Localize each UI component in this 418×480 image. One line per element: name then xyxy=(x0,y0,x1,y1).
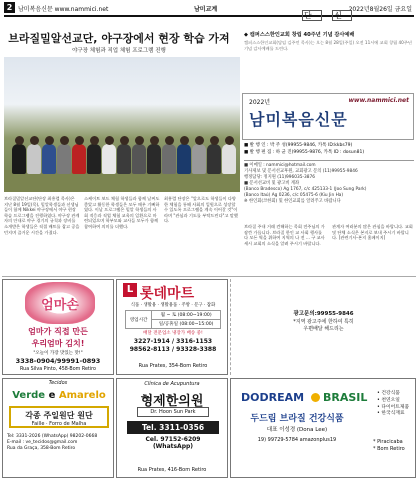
hs-doctor: Dr. Hoon Sun Park xyxy=(137,407,209,417)
article-column-1: 브라질밀알선교단(단장 최흥렬 목사)은 지난 8월 19일(목), 밀알학생들과 선생님들이 함께 Nikkei 야구장에서 야구 현장 학습 프로그램을 진행하였다. 야구장 관계자의 안내로 야구 경기의 규칙과 장비를 소개받은 학생들은 직접 배트를 잡고 공을 던지며 즐거운 시간을 가졌다. xyxy=(4,196,80,235)
hs-clinic-en: Clínica de Acupuntura xyxy=(144,381,200,387)
article-column-3: 최흥렬 단장은 "앞으로도 학생들이 다양한 체험을 통해 사회의 일원으로 성장할 수 있도록 프로그램을 계속 이어갈 것"이라며 "관심과 기도를 부탁드린다"고 말했다. xyxy=(164,196,238,224)
dd-list-item: • 한국식재료 xyxy=(377,411,405,417)
lotte-logo-icon: L xyxy=(123,283,137,297)
contact-line: 기사제보 및 문서선교후원, 교회광고 문의 (11)99955-9846 xyxy=(244,169,358,174)
person-figure xyxy=(87,144,101,174)
tag-char-1: 단 xyxy=(303,11,320,20)
person-figure xyxy=(132,144,146,174)
contact-line: ※ 한인회(코한회) 및 한인교회를 알려주고 바랍니다 xyxy=(244,199,341,204)
dd-rep: 대표 이성경 (Dona Lee) xyxy=(266,427,328,433)
header-site: 남미복음신문 www.nammici.net xyxy=(18,6,109,13)
masthead-name: 남미복음신문 xyxy=(249,110,348,129)
dd-dot-icon xyxy=(311,393,320,402)
lotte-delivery: 배달 전문업소 냉장가 배송 중! xyxy=(143,331,203,336)
ve-info: Tel: 3331-2026 (WhatsApp) 98202-0668 E-mail : ve_tecidos@gmail.com Rua da Graça, 358-Bom Retiro xyxy=(7,434,98,451)
contact-info xyxy=(244,163,414,205)
person-figure xyxy=(12,144,26,174)
tag-char-2: 신 xyxy=(334,11,350,20)
ad-dodream xyxy=(230,378,416,478)
masthead-box xyxy=(242,93,414,140)
person-head xyxy=(135,136,144,145)
umma-address: Rua Silva Pinto, 458-Bom Retiro xyxy=(20,367,96,372)
person-figure xyxy=(102,144,116,174)
header-section: 남미교계 xyxy=(194,6,218,13)
lotte-hours xyxy=(125,310,221,329)
person-head xyxy=(225,136,234,145)
masthead-url: www.nammici.net xyxy=(348,97,409,104)
ad-verde-amarelo xyxy=(2,378,114,478)
hs-tel: Tel. 3311-0356 xyxy=(127,421,219,434)
contact-line: (Banco Bradesco) Ag 1767, c/c 425133-1 (Joo Sung Park) xyxy=(244,187,367,192)
masthead-year: 2022년 xyxy=(249,99,271,106)
dd-list-item: • 천연오일 xyxy=(377,397,400,403)
dd-list-item: • 건강식품 xyxy=(377,391,400,396)
umma-line2: 우리엄마 김치! xyxy=(31,339,85,348)
ad-inquiry-phone: 광고문의:99955-9846 xyxy=(293,311,354,317)
ad-hyungje-clinic xyxy=(116,378,228,478)
dd-contact: 19) 99729-5784 amazonplus19 xyxy=(257,437,337,443)
person-head xyxy=(120,136,129,145)
person-figure xyxy=(177,144,191,174)
short-news-headline: ◆ 캠퍼스스한인교회 창립 40주년 기념 감사예배 xyxy=(244,32,355,38)
ads-divider xyxy=(2,276,416,277)
hs-cel: Cel. 97152-6209 (WhatsApp) xyxy=(145,436,201,450)
umma-line3: "오늘이 가장 맛있는 맛!" xyxy=(33,351,83,356)
hs-clinic-kr: 형제한의원 xyxy=(140,394,204,409)
short-news-tag xyxy=(272,10,382,22)
person-head xyxy=(60,136,69,145)
person-head xyxy=(210,136,219,145)
ad-inquiry xyxy=(230,279,416,375)
contact-line: (Banco Itaú) Ag 0236, c/c 05475-6 (Kiu Jin Ha) xyxy=(244,193,344,198)
person-head xyxy=(30,136,39,145)
person-figure xyxy=(147,144,161,174)
publisher-line: ■ 발 행 인 : 박 주 성(99955-9846, 카톡 ID:kkbs79) xyxy=(244,143,353,148)
person-figure xyxy=(207,144,221,174)
hs-address: Rua Prates, 416-Bom Retiro xyxy=(137,467,207,473)
person-head xyxy=(150,136,159,145)
header-date: 2022년8월26일 금요일 xyxy=(348,6,412,13)
person-head xyxy=(75,136,84,145)
ad-inquiry-note2: 우편배달 해드리는 xyxy=(303,326,344,332)
ve-brand: Verde e Amarelo xyxy=(5,388,113,404)
person-figure xyxy=(72,144,86,174)
person-head xyxy=(195,136,204,145)
umma-logo: 엄마손 xyxy=(25,282,95,324)
contact-line: 행정담당: 정지원 (11)996035-3876 xyxy=(244,175,315,180)
lotte-brand: L 롯데마트 xyxy=(123,283,194,303)
dd-brand-b: BRASIL xyxy=(323,391,368,404)
person-figure xyxy=(27,144,41,174)
ve-box: 각종 주일원단 원단 Faille · Forro de Malha xyxy=(9,406,109,428)
article-subtitle: 야구장 체험과 직업 체험 프로그램 진행 xyxy=(72,48,166,54)
article-photo xyxy=(4,57,240,192)
lotte-address: Rua Prates, 354-Bom Retiro xyxy=(138,363,208,369)
article-column-2: 스케이트 보드 체험 학생들과 함께 날씨도 좋았고 활동한 학생들은 모두 매우 기뻐하였다. 이날 프로그램은 밀알 학생들의 사회 적응과 직업 체험 교육의 일환으로 마련되었으며 학부모와 교사들 모두가 함께 참여하여 의미를 더했다. xyxy=(84,196,160,229)
dd-list-item: • 다이어트제품 xyxy=(377,404,410,410)
umma-phone: 3338-0904/99991-0893 xyxy=(15,357,101,365)
person-head xyxy=(45,136,54,145)
notice-text: 브라질 주내 거래 견해하는 목회 전주님의 가 잠깐 가릅니다. 브라질 한인 교 사회 행사를 다 모든 역을 위하여 지역의 나 전 ... 구 교사 세시 교회의 소식을 알려 주시기 바랍니다. 관계자 여러분의 많은 관심을 바랍니다. 교회 및 단체 소식은 본지로 보내 주시기 바랍니다. [관련기사-본지 홈페이지] xyxy=(244,224,413,246)
contact-line: ■ 이메일 : nammici@hotmail.com xyxy=(244,163,316,168)
person-figure xyxy=(222,144,236,174)
page-number: 2 xyxy=(4,2,15,13)
ad-inquiry-note1: *지역 광고주에 한하여 특히 xyxy=(293,319,354,325)
umma-line1: 엄마가 직접 만든 xyxy=(28,327,88,336)
short-news-body: 캠퍼스스한인교회(담임 김주언 목사)는 오는 8월 28일(주일) 오전 11시에 교회 창립 40주년 기념 감사예배를 드린다. xyxy=(244,40,412,51)
ad-lotte-mart xyxy=(116,279,228,375)
divider xyxy=(244,160,414,161)
person-figure xyxy=(192,144,206,174)
person-figure xyxy=(117,144,131,174)
dd-title: 두드림 브라질 건강식품 xyxy=(250,414,344,424)
hours-weekday: 월 ~ 토 (08:00~19:00) xyxy=(152,311,221,320)
hours-label: 영업시간 xyxy=(126,311,152,329)
person-head xyxy=(15,136,24,145)
contact-line: ■ 문서선교비 및 광고비 계좌 xyxy=(244,181,300,186)
person-head xyxy=(180,136,189,145)
hours-holiday: 일/공휴일 (08:00~15:00) xyxy=(152,320,221,329)
dd-brand-a: DODREAM xyxy=(241,391,305,404)
editor-line: ■ 발 행 편 집 : 하 균 진(99955-9876, 카톡 ID : dosun81) xyxy=(244,149,365,155)
person-figure xyxy=(57,144,71,174)
person-head xyxy=(165,136,174,145)
person-head xyxy=(90,136,99,145)
article-title: 브라질밀알선교단, 야구장에서 현장 학습 가져 xyxy=(8,32,230,45)
lotte-phones: 3227-1914 / 3316-1153 98562-8113 / 93328-3388 xyxy=(129,338,217,353)
person-figure xyxy=(42,144,56,174)
person-figure xyxy=(162,144,176,174)
dd-cities: * Piracicaba * Bom Retiro xyxy=(373,439,405,452)
dd-list xyxy=(377,391,409,418)
person-head xyxy=(105,136,114,145)
lotte-items: 식품 · 생활용 · 생활용품 · 주방 · 문구 · 잡화 xyxy=(130,303,216,308)
masthead-info xyxy=(244,143,414,156)
ad-umma-kimchi xyxy=(2,279,114,375)
ve-tecidos: Tecidos xyxy=(48,380,68,386)
